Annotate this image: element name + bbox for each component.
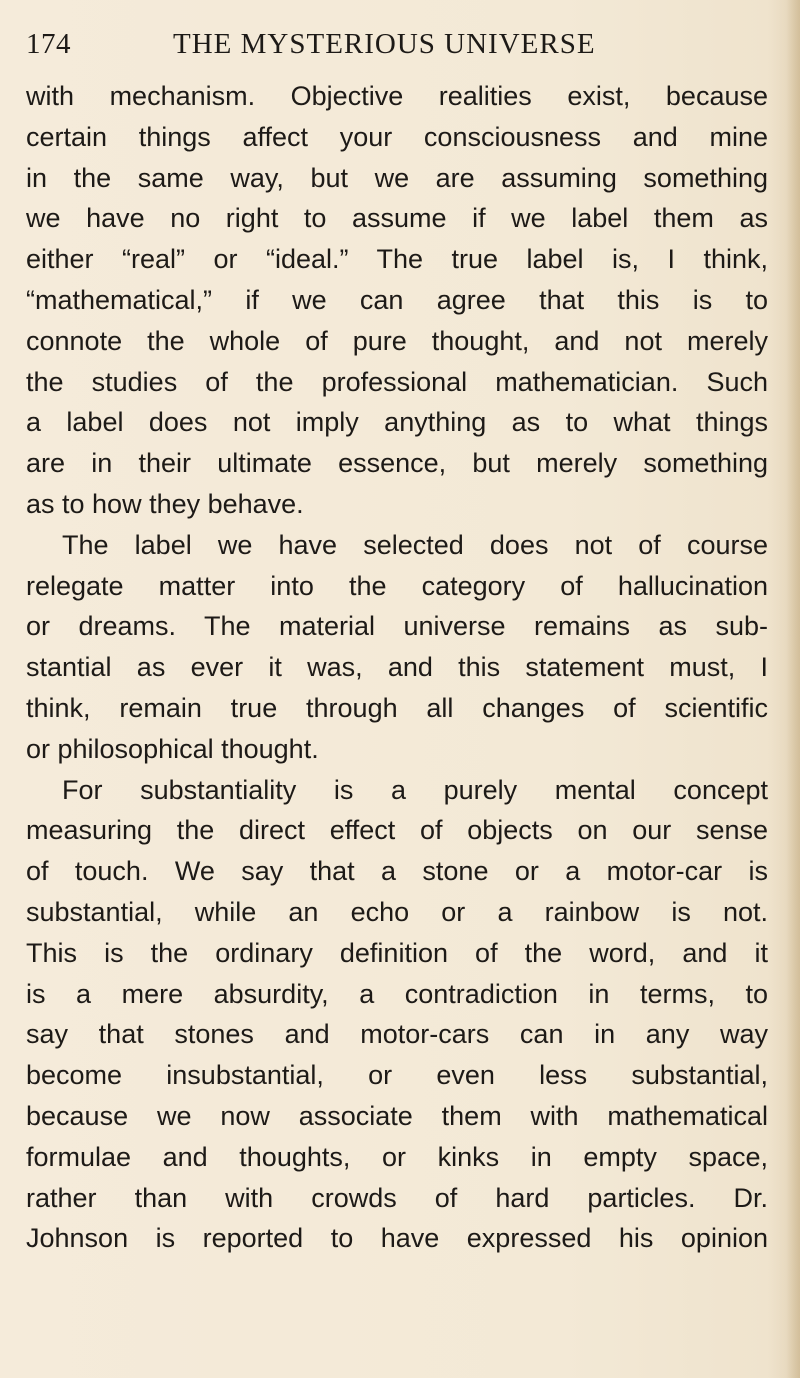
text-line: a label does not imply anything as to what things	[26, 407, 768, 438]
text-line: is a mere absurdity, a contradiction in terms, to	[26, 978, 768, 1009]
page-header	[26, 28, 774, 68]
text-line: stantial as ever it was, and this statement must, I	[26, 652, 768, 683]
text-line: in the same way, but we are assuming something	[26, 162, 768, 193]
text-line: certain things affect your consciousness and mine	[26, 121, 768, 152]
text-line: we have no right to assume if we label them as	[26, 203, 768, 234]
body-text	[26, 76, 768, 1259]
text-line: or dreams. The material universe remains as sub-	[26, 611, 768, 642]
text-line: For substantiality is a purely mental concept	[62, 774, 768, 805]
text-line: measuring the direct effect of objects on our sense	[26, 815, 768, 846]
text-line: “mathematical,” if we can agree that this is to	[26, 284, 768, 315]
text-line: become insubstantial, or even less substantial,	[26, 1060, 768, 1091]
text-line: either “real” or “ideal.” The true label is, I think,	[26, 244, 768, 275]
text-line: Johnson is reported to have expressed his opinion	[26, 1223, 768, 1254]
text-line: formulae and thoughts, or kinks in empty space,	[26, 1141, 768, 1172]
text-line: with mechanism. Objective realities exist, because	[26, 81, 768, 111]
text-line: as to how they behave.	[26, 488, 304, 519]
text-line: because we now associate them with mathematical	[26, 1100, 768, 1131]
text-line: the studies of the professional mathematician. Such	[26, 366, 768, 397]
text-line: This is the ordinary definition of the word, and it	[26, 937, 768, 968]
text-line: The label we have selected does not of course	[62, 529, 768, 560]
text-line: substantial, while an echo or a rainbow is not.	[26, 896, 768, 927]
text-line: of touch. We say that a stone or a motor-car is	[26, 856, 768, 887]
page-edge-shadow	[786, 0, 800, 1378]
page-number: 174	[26, 28, 71, 60]
text-line: are in their ultimate essence, but merely something	[26, 448, 768, 479]
text-line: connote the whole of pure thought, and not merely	[26, 325, 768, 356]
paragraph-2	[26, 525, 768, 770]
paragraph-3	[26, 770, 768, 1260]
text-line: say that stones and motor-cars can in any way	[26, 1019, 768, 1050]
text-line: relegate matter into the category of hallucination	[26, 570, 768, 601]
running-head: THE MYSTERIOUS UNIVERSE	[173, 28, 596, 60]
paragraph-1	[26, 76, 768, 525]
text-line: think, remain true through all changes of scientific	[26, 692, 768, 723]
text-line: or philosophical thought.	[26, 733, 319, 764]
text-line: rather than with crowds of hard particles. Dr.	[26, 1182, 768, 1213]
